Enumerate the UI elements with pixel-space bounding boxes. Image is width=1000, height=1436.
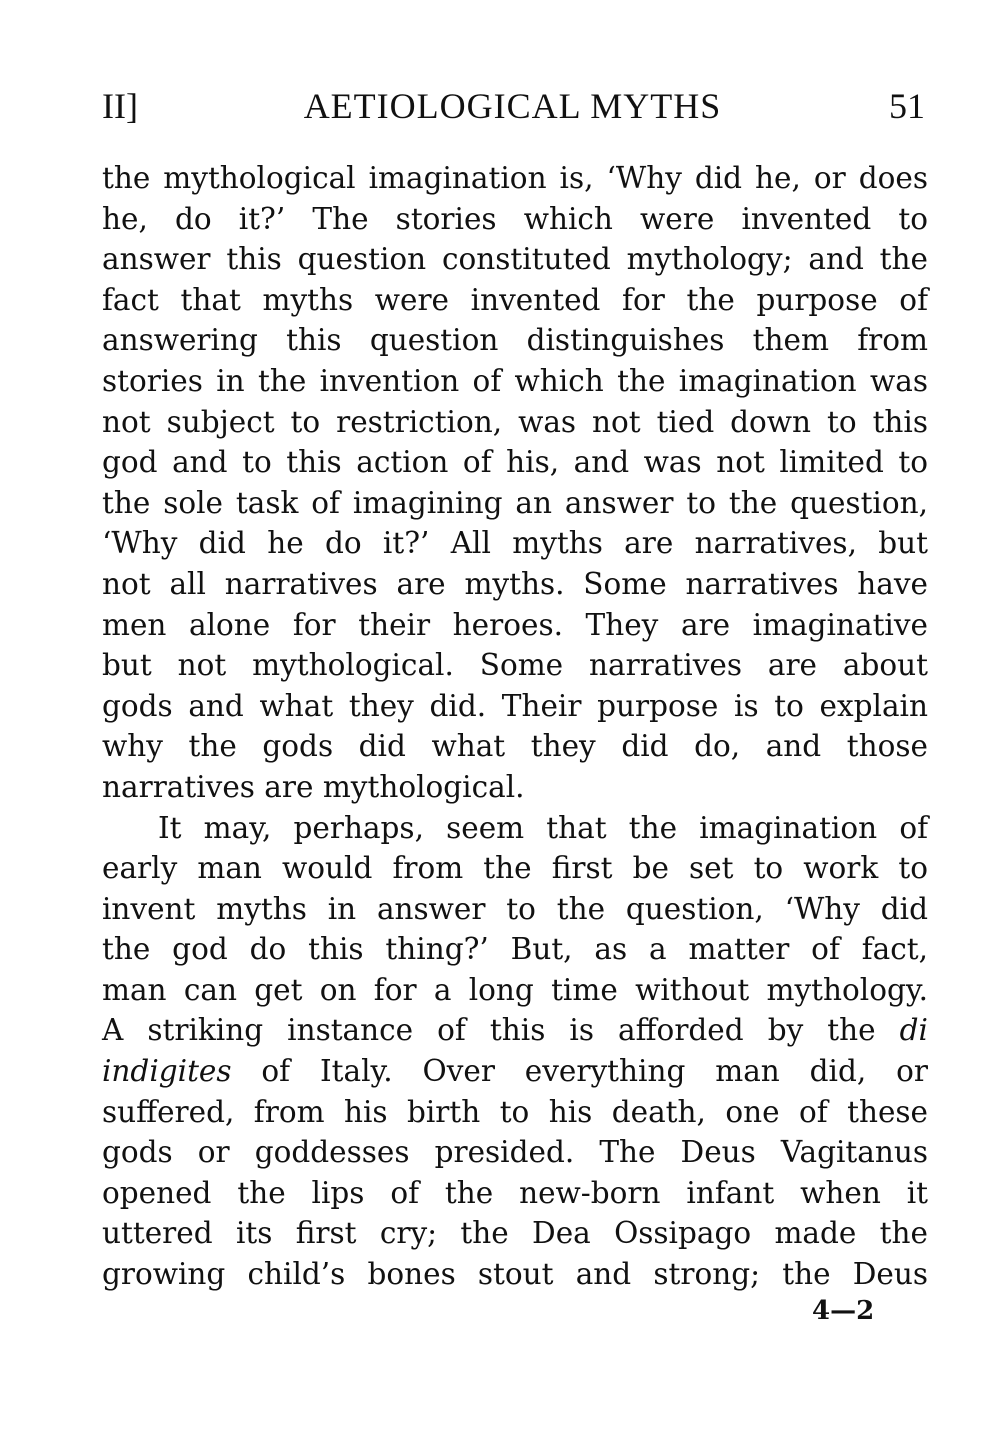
text-line: answer this question constituted mythology; and the [102, 242, 928, 277]
text-segment: A striking instance of this is afforded by the [102, 1013, 876, 1048]
text-line: stories in the invention of which the imagination was [102, 363, 928, 398]
italic-term: indigites [102, 1054, 232, 1089]
paragraph-first-line: It may, perhaps, seem that the imagination of [158, 810, 928, 845]
text-line: invent myths in answer to the question, ‘Why did [102, 891, 928, 926]
text-line: man can get on for a long time without mythology. [102, 972, 928, 1007]
text-line: early man would from the first be set to work to [102, 851, 928, 886]
text-line: why the gods did what they did do, and those [102, 729, 928, 764]
text-line: men alone for their heroes. They are imaginative [102, 607, 928, 642]
page-number: 51 [889, 86, 925, 126]
text-line: the mythological imagination is, ‘Why did he, or does [102, 161, 928, 195]
text-line: but not mythological. Some narratives are about [102, 648, 928, 683]
body-text [102, 158, 928, 1295]
text-line [102, 1010, 928, 1051]
running-head [100, 84, 925, 128]
text-line: narratives are mythological. [102, 769, 525, 804]
text-line: fact that myths were invented for the purpose of [102, 282, 928, 317]
text-line: uttered its first cry; the Dea Ossipago made the [102, 1216, 928, 1251]
text-line: not subject to restriction, was not tied down to this [102, 404, 928, 439]
printer-signature-mark: 4—2 [812, 1296, 875, 1326]
text-line: answering this question distinguishes them from [102, 323, 928, 358]
text-line: the god do this thing?’ But, as a matter of fact, [102, 932, 928, 967]
italic-term: di [899, 1013, 928, 1048]
text-line: opened the lips of the new-born infant when it [102, 1175, 928, 1210]
text-line: the sole task of imagining an answer to the question, [102, 485, 928, 520]
text-line: not all narratives are myths. Some narratives have [102, 566, 928, 601]
text-line: growing child’s bones stout and strong; the Deus [102, 1257, 928, 1292]
text-line: suffered, from his birth to his death, one of these [102, 1094, 928, 1129]
text-line: gods or goddesses presided. The Deus Vagitanus [102, 1135, 928, 1170]
text-line: gods and what they did. Their purpose is to explain [102, 688, 928, 723]
text-line [102, 1051, 928, 1092]
text-line: god and to this action of his, and was not limited to [102, 445, 928, 480]
section-number: II] [102, 86, 138, 126]
text-segment: of Italy. Over everything man did, or [261, 1054, 928, 1089]
text-line: he, do it?’ The stories which were invented to [102, 201, 928, 236]
text-line: ‘Why did he do it?’ All myths are narratives, but [102, 526, 928, 561]
running-title: AETIOLOGICAL MYTHS [303, 86, 722, 126]
